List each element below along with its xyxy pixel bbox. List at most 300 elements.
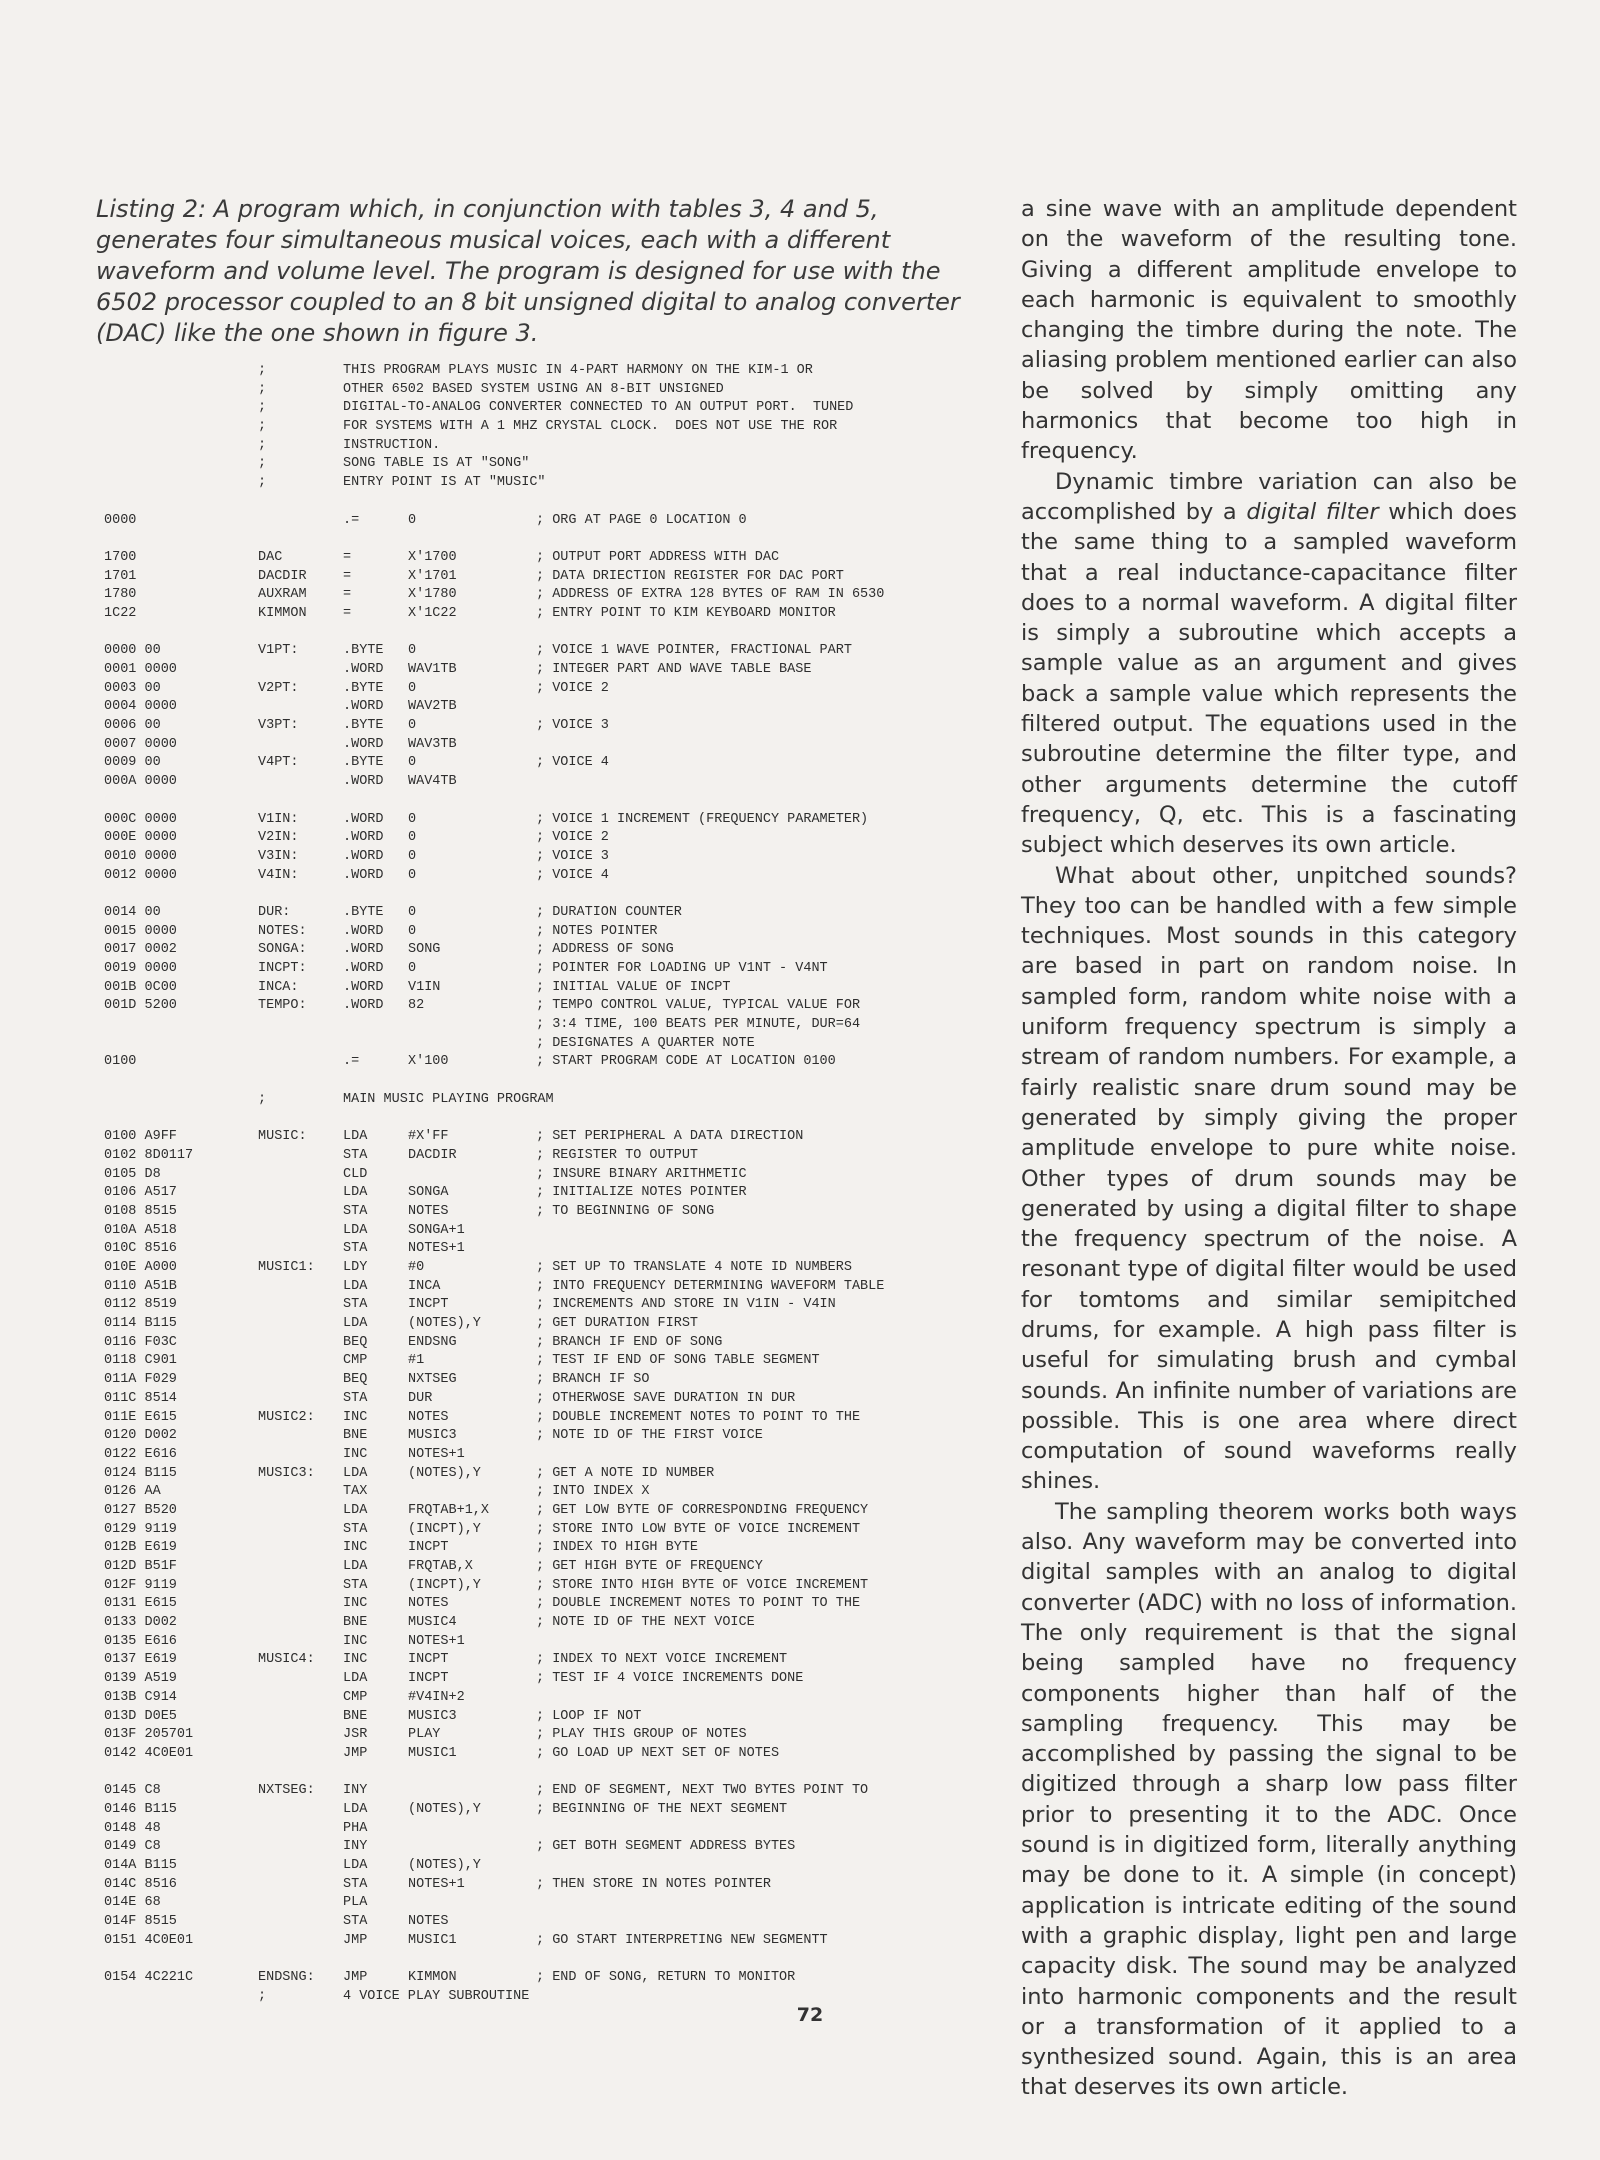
listing-address: 0004 0000	[104, 699, 177, 715]
listing-address: 0106 A517	[104, 1185, 177, 1201]
listing-comment: ; VOICE 2	[536, 680, 609, 696]
listing-operand: INCPT	[408, 1540, 449, 1556]
listing-opcode: INC	[343, 1596, 368, 1612]
listing-line	[104, 1801, 964, 1820]
listing-line	[104, 1502, 964, 1521]
listing-address: 0100 A9FF	[104, 1129, 177, 1145]
listing-label	[258, 1053, 343, 1072]
listing-operand: MUSIC3	[408, 1428, 457, 1444]
listing-line	[104, 941, 964, 960]
listing-label: ;	[258, 1091, 267, 1107]
listing-operand	[408, 1838, 536, 1857]
listing-label: ;	[258, 437, 267, 453]
listing-address: 0145 C8	[104, 1783, 161, 1799]
listing-comment	[536, 773, 961, 792]
listing-address	[104, 1016, 258, 1035]
listing-operand	[408, 1035, 536, 1054]
listing-comment: ; VOICE 3	[536, 718, 609, 734]
listing-address: 000A 0000	[104, 774, 177, 790]
digital-filter-term: digital filter	[1246, 498, 1379, 525]
listing-operand: X'1C22	[408, 605, 457, 621]
listing-opcode: OTHER 6502 BASED SYSTEM USING AN 8-BIT UNSIGNED	[343, 381, 724, 397]
listing-operand: 0	[408, 755, 417, 771]
listing-operand: 0	[408, 680, 417, 696]
listing-comment: ; ORG AT PAGE 0 LOCATION 0	[536, 512, 747, 528]
listing-address: 000E 0000	[104, 830, 177, 846]
listing-opcode: INC	[343, 1540, 368, 1556]
listing-opcode: .WORD	[343, 942, 384, 958]
listing-address: 0006 00	[104, 718, 161, 734]
listing-label	[258, 1801, 343, 1820]
listing-comment: ; TEST IF 4 VOICE INCREMENTS DONE	[536, 1671, 804, 1687]
listing-opcode	[343, 1035, 408, 1054]
listing-line	[104, 642, 964, 661]
listing-opcode: INC	[343, 1446, 368, 1462]
listing-comment: ; DOUBLE INCREMENT NOTES TO POINT TO THE	[536, 1596, 861, 1612]
listing-comment: ; NOTES POINTER	[536, 923, 658, 939]
listing-comment	[536, 1689, 961, 1708]
listing-operand: 0	[408, 830, 417, 846]
listing-address: 001B 0C00	[104, 979, 177, 995]
listing-address: 000C 0000	[104, 811, 177, 827]
listing-label	[258, 1483, 343, 1502]
listing-operand: WAV3TB	[408, 736, 457, 752]
listing-comment: ; 3:4 TIME, 100 BEATS PER MINUTE, DUR=64	[536, 1017, 861, 1033]
listing-comment: ; NOTE ID OF THE NEXT VOICE	[536, 1615, 755, 1631]
listing-address: 0116 F03C	[104, 1334, 177, 1350]
listing-label: V1PT:	[258, 643, 299, 659]
listing-address	[104, 381, 258, 400]
listing-operand: DUR	[408, 1390, 433, 1406]
listing-label	[258, 1035, 343, 1054]
listing-opcode: LDA	[343, 1801, 368, 1817]
listing-address: 014F 8515	[104, 1914, 177, 1930]
listing-opcode: INC	[343, 1652, 368, 1668]
listing-caption: Listing 2: A program which, in conjunction with tables 3, 4 and 5, generates four simultaneous musical voices, each with a different waveform and volume level. The program is designed for use with the 6502 processor coupled to an 8 bit unsigned digital to analog converter (DAC) like the one shown in figure 3.	[96, 195, 960, 347]
listing-line	[104, 867, 964, 886]
listing-address: 010C 8516	[104, 1241, 177, 1257]
listing-line	[104, 1782, 964, 1801]
listing-label	[258, 1521, 343, 1540]
listing-opcode: INY	[343, 1839, 368, 1855]
listing-comment: ; VOICE 4	[536, 755, 609, 771]
listing-label	[258, 1390, 343, 1409]
listing-address: 010E A000	[104, 1260, 177, 1275]
listing-label	[258, 1745, 343, 1764]
listing-address: 0110 A51B	[104, 1278, 177, 1294]
listing-label: MUSIC4:	[258, 1652, 315, 1668]
listing-line	[104, 979, 964, 998]
listing-comment	[536, 1857, 961, 1876]
listing-operand	[408, 1894, 536, 1913]
listing-operand: X'1700	[408, 549, 457, 565]
listing-label: V3IN:	[258, 848, 299, 864]
listing-opcode: =	[343, 549, 352, 565]
listing-address	[104, 437, 258, 456]
listing-opcode: STA	[343, 1577, 368, 1593]
page-number: 72	[796, 2004, 824, 2026]
listing-opcode: =	[343, 587, 352, 603]
listing-label	[258, 1558, 343, 1577]
listing-operand: X'1701	[408, 568, 457, 584]
listing-operand	[408, 418, 536, 437]
listing-line	[104, 904, 964, 923]
listing-opcode: .WORD	[343, 811, 384, 827]
listing-line	[104, 568, 964, 587]
listing-operand	[408, 1016, 536, 1035]
listing-opcode: .WORD	[343, 830, 384, 846]
listing-label	[258, 1371, 343, 1390]
listing-label: ;	[258, 381, 267, 397]
listing-address	[104, 362, 258, 381]
listing-line	[104, 1016, 964, 1035]
listing-comment: ; INTO FREQUENCY DETERMINING WAVEFORM TABLE	[536, 1278, 885, 1294]
listing-label	[258, 1932, 343, 1951]
listing-line	[104, 381, 964, 400]
listing-operand: WAV4TB	[408, 774, 457, 790]
listing-address: 0124 B115	[104, 1465, 177, 1481]
listing-address: 0137 E619	[104, 1652, 177, 1668]
listing-opcode: .WORD	[343, 979, 384, 995]
listing-line	[104, 1483, 964, 1502]
listing-opcode: TAX	[343, 1484, 368, 1500]
listing-address: 0148 48	[104, 1820, 161, 1836]
article-text-column	[1021, 194, 1517, 2103]
listing-operand: 82	[408, 998, 425, 1014]
listing-label: ;	[258, 1988, 267, 2004]
listing-opcode: .WORD	[343, 736, 384, 752]
listing-operand: FRQTAB+1,X	[408, 1502, 490, 1518]
listing-line	[104, 997, 964, 1016]
listing-operand	[408, 1782, 536, 1801]
listing-opcode: MAIN MUSIC PLAYING PROGRAM	[343, 1091, 554, 1107]
listing-comment	[536, 1633, 961, 1652]
listing-label: ;	[258, 419, 267, 435]
listing-label: DUR:	[258, 904, 291, 920]
listing-comment: ; TO BEGINNING OF SONG	[536, 1203, 715, 1219]
listing-opcode: STA	[343, 1241, 368, 1257]
listing-line	[104, 1894, 964, 1913]
listing-line	[104, 1577, 964, 1596]
listing-operand: NOTES+1	[408, 1876, 465, 1892]
listing-label	[258, 1670, 343, 1689]
listing-operand: DACDIR	[408, 1147, 457, 1163]
listing-line	[104, 418, 964, 437]
listing-opcode: .WORD	[343, 998, 384, 1014]
listing-label: MUSIC:	[258, 1129, 307, 1145]
listing-comment	[536, 1913, 961, 1932]
listing-opcode: .WORD	[343, 774, 384, 790]
listing-label: DACDIR	[258, 568, 307, 584]
listing-label	[258, 1633, 343, 1652]
listing-address: 0000 00	[104, 643, 161, 659]
listing-comment: ; THEN STORE IN NOTES POINTER	[536, 1876, 771, 1892]
listing-opcode: STA	[343, 1147, 368, 1163]
listing-address: 012F 9119	[104, 1577, 177, 1593]
listing-comment: ; VOICE 4	[536, 867, 609, 883]
listing-operand: #0	[408, 1260, 425, 1275]
listing-address: 011C 8514	[104, 1390, 177, 1406]
listing-label	[258, 1876, 343, 1895]
listing-opcode: .WORD	[343, 662, 384, 677]
listing-operand: 0	[408, 718, 417, 734]
listing-address: 0014 00	[104, 904, 161, 920]
listing-opcode	[343, 1016, 408, 1035]
listing-operand: NOTES	[408, 1409, 449, 1425]
listing-address: 012D B51F	[104, 1559, 177, 1574]
listing-opcode: .WORD	[343, 867, 384, 883]
listing-comment: ; START PROGRAM CODE AT LOCATION 0100	[536, 1054, 836, 1070]
listing-label: INCA:	[258, 979, 299, 995]
listing-label	[258, 1838, 343, 1857]
listing-label: SONGA:	[258, 942, 307, 958]
listing-address: 0114 B115	[104, 1316, 177, 1332]
listing-line	[104, 698, 964, 717]
listing-address: 0127 B520	[104, 1502, 177, 1518]
listing-address: 1C22	[104, 605, 137, 621]
listing-label: V2IN:	[258, 830, 299, 846]
listing-operand: NOTES+1	[408, 1241, 465, 1257]
listing-address: 1700	[104, 549, 137, 565]
listing-label	[258, 1203, 343, 1222]
listing-line	[104, 773, 964, 792]
listing-line	[104, 1259, 964, 1278]
listing-line	[104, 1708, 964, 1727]
listing-address: 0131 E615	[104, 1596, 177, 1612]
listing-opcode: SONG TABLE IS AT "SONG"	[343, 456, 530, 472]
listing-label	[258, 1539, 343, 1558]
listing-opcode: STA	[343, 1521, 368, 1537]
listing-operand: FRQTAB,X	[408, 1559, 473, 1574]
listing-comment: ; VOICE 1 INCREMENT (FREQUENCY PARAMETER)	[536, 811, 869, 827]
listing-operand: PLAY	[408, 1727, 441, 1743]
listing-address: 0017 0002	[104, 942, 177, 958]
listing-line	[104, 1147, 964, 1166]
listing-address: 0149 C8	[104, 1839, 161, 1855]
listing-operand: (NOTES),Y	[408, 1465, 481, 1481]
listing-opcode: STA	[343, 1297, 368, 1313]
listing-line	[104, 1334, 964, 1353]
listing-line	[104, 1465, 964, 1484]
listing-address: 0154 4C221C	[104, 1970, 194, 1986]
paragraph-4: The sampling theorem works both ways also. Any waveform may be converted into digital samples with an analog to digital converter (ADC) with no loss of information. The only requirement is that the signal being sampled have no frequency components higher than half of the sampling frequency. This may be accomplished by passing the signal to be digitized through a sharp low pass filter prior to presenting it to the ADC. Once sound is in digitized form, literally anything may be done to it. A simple (in concept) application is intricate editing of the sound with a graphic display, light pen and large capacity disk. The sound may be analyzed into harmonic components and the result or a transformation of it applied to a synthesized sound. Again, this is an area that deserves its own article.	[1021, 1498, 1517, 2101]
listing-comment: ; OUTPUT PORT ADDRESS WITH DAC	[536, 549, 780, 565]
listing-address: 0102 8D0117	[104, 1147, 194, 1163]
listing-address: 0105 D8	[104, 1166, 161, 1182]
listing-comment	[536, 1820, 961, 1839]
listing-label: V3PT:	[258, 718, 299, 734]
listing-address: 013B C914	[104, 1689, 177, 1705]
listing-line	[104, 1969, 964, 1988]
listing-comment: ; DATA DRIECTION REGISTER FOR DAC PORT	[536, 568, 844, 584]
listing-operand: #1	[408, 1353, 425, 1369]
listing-line	[104, 549, 964, 568]
listing-operand: 0	[408, 643, 417, 659]
listing-comment: ; BRANCH IF END OF SONG	[536, 1334, 723, 1350]
listing-line	[104, 1278, 964, 1297]
listing-label	[258, 1726, 343, 1745]
listing-address	[104, 399, 258, 418]
listing-blank-line	[104, 885, 964, 904]
listing-label	[258, 1857, 343, 1876]
listing-line	[104, 1614, 964, 1633]
listing-opcode: BNE	[343, 1615, 368, 1631]
listing-operand	[408, 1820, 536, 1839]
listing-address: 0126 AA	[104, 1484, 161, 1500]
listing-address: 012B E619	[104, 1540, 177, 1556]
listing-label: MUSIC1:	[258, 1260, 315, 1275]
listing-line	[104, 1932, 964, 1951]
listing-address: 0122 E616	[104, 1446, 177, 1462]
listing-opcode: .WORD	[343, 961, 384, 976]
listing-address: 0112 8519	[104, 1297, 177, 1313]
listing-line	[104, 1558, 964, 1577]
listing-address: 0010 0000	[104, 848, 177, 864]
listing-opcode: LDA	[343, 1222, 368, 1238]
listing-opcode: .WORD	[343, 923, 384, 939]
listing-address: 0000	[104, 512, 137, 528]
listing-comment: ; ADDRESS OF EXTRA 128 BYTES OF RAM IN 6530	[536, 587, 885, 603]
listing-comment: ; DOUBLE INCREMENT NOTES TO POINT TO THE	[536, 1409, 861, 1425]
listing-comment: ; STORE INTO HIGH BYTE OF VOICE INCREMENT	[536, 1577, 869, 1593]
listing-line	[104, 1053, 964, 1072]
listing-line	[104, 829, 964, 848]
listing-line	[104, 1035, 964, 1054]
listing-comment: ; TEMPO CONTROL VALUE, TYPICAL VALUE FOR	[536, 998, 861, 1014]
listing-operand: WAV2TB	[408, 699, 457, 715]
listing-comment: ; DESIGNATES A QUARTER NOTE	[536, 1035, 755, 1051]
listing-opcode: STA	[343, 1390, 368, 1406]
listing-label: MUSIC2:	[258, 1409, 315, 1425]
listing-opcode: LDA	[343, 1465, 368, 1481]
listing-address: 0100	[104, 1054, 137, 1070]
listing-label	[258, 1820, 343, 1839]
listing-operand: MUSIC1	[408, 1932, 457, 1948]
listing-operand	[408, 381, 536, 400]
listing-opcode: .BYTE	[343, 755, 384, 771]
listing-line	[104, 1240, 964, 1259]
listing-operand: KIMMON	[408, 1970, 457, 1986]
listing-address	[104, 1035, 258, 1054]
listing-label	[258, 1595, 343, 1614]
listing-operand: WAV1TB	[408, 662, 457, 677]
listing-opcode: STA	[343, 1203, 368, 1219]
listing-label: V4PT:	[258, 755, 299, 771]
listing-line	[104, 1296, 964, 1315]
listing-address	[104, 474, 258, 493]
listing-address: 0003 00	[104, 680, 161, 696]
listing-comment: ; GO START INTERPRETING NEW SEGMENTT	[536, 1932, 828, 1948]
listing-address: 014A B115	[104, 1858, 177, 1873]
listing-opcode: CMP	[343, 1353, 368, 1369]
listing-opcode: LDA	[343, 1671, 368, 1687]
listing-comment: ; SET PERIPHERAL A DATA DIRECTION	[536, 1129, 804, 1145]
paragraph-1: a sine wave with an amplitude dependent on the waveform of the resulting tone. Giving a different amplitude envelope to each harmonic is equivalent to smoothly changing the timbre during the note. The aliasing problem mentioned earlier can also be solved by simply omitting any harmonics that become too high in frequency.	[1021, 196, 1517, 465]
listing-operand: V1IN	[408, 979, 441, 995]
listing-line	[104, 399, 964, 418]
listing-comment: ; GET HIGH BYTE OF FREQUENCY	[536, 1559, 763, 1574]
listing-opcode: .WORD	[343, 699, 384, 715]
listing-opcode: THIS PROGRAM PLAYS MUSIC IN 4-PART HARMONY ON THE KIM-1 OR	[343, 363, 813, 378]
listing-line	[104, 1315, 964, 1334]
listing-address: 013F 205701	[104, 1727, 194, 1743]
listing-operand: (INCPT),Y	[408, 1577, 481, 1593]
listing-opcode: =	[343, 605, 352, 621]
listing-opcode: LDA	[343, 1858, 368, 1873]
listing-line	[104, 437, 964, 456]
listing-blank-line	[104, 624, 964, 643]
listing-label	[258, 1296, 343, 1315]
listing-comment	[536, 736, 961, 755]
listing-label	[258, 512, 343, 531]
listing-opcode: .WORD	[343, 848, 384, 864]
listing-operand: SONGA	[408, 1185, 449, 1201]
listing-line	[104, 1166, 964, 1185]
listing-comment: ; GET LOW BYTE OF CORRESPONDING FREQUENCY	[536, 1502, 869, 1518]
listing-label	[258, 1614, 343, 1633]
listing-opcode: INSTRUCTION.	[343, 437, 441, 453]
listing-label	[258, 661, 343, 680]
listing-address: 011E E615	[104, 1409, 177, 1425]
listing-line	[104, 512, 964, 531]
listing-operand: NOTES+1	[408, 1446, 465, 1462]
listing-operand: 0	[408, 512, 417, 528]
listing-line	[104, 1521, 964, 1540]
listing-opcode: .=	[343, 1054, 360, 1070]
listing-comment: ; STORE INTO LOW BYTE OF VOICE INCREMENT	[536, 1521, 861, 1537]
listing-label: V2PT:	[258, 680, 299, 696]
listing-comment: ; TEST IF END OF SONG TABLE SEGMENT	[536, 1353, 820, 1369]
listing-line	[104, 1651, 964, 1670]
listing-comment: ; ENTRY POINT TO KIM KEYBOARD MONITOR	[536, 605, 836, 621]
listing-comment	[536, 1446, 961, 1465]
listing-comment: ; GET BOTH SEGMENT ADDRESS BYTES	[536, 1839, 796, 1855]
listing-comment	[536, 455, 961, 474]
listing-comment: ; END OF SEGMENT, NEXT TWO BYTES POINT TO	[536, 1783, 869, 1799]
listing-operand: NXTSEG	[408, 1372, 457, 1388]
listing-comment	[536, 1222, 961, 1241]
listing-label	[258, 736, 343, 755]
listing-operand: NOTES	[408, 1203, 449, 1219]
listing-operand: MUSIC1	[408, 1745, 457, 1761]
listing-label	[258, 1577, 343, 1596]
listing-label: TEMPO:	[258, 998, 307, 1014]
listing-line	[104, 362, 964, 381]
listing-comment: ; BEGINNING OF THE NEXT SEGMENT	[536, 1801, 788, 1817]
listing-opcode: PHA	[343, 1820, 368, 1836]
listing-line	[104, 1595, 964, 1614]
listing-opcode: STA	[343, 1876, 368, 1892]
listing-comment	[536, 418, 961, 437]
listing-blank-line	[104, 493, 964, 512]
listing-address	[104, 1091, 258, 1110]
listing-line	[104, 1409, 964, 1428]
listing-operand	[408, 474, 536, 493]
listing-label	[258, 1708, 343, 1727]
listing-comment: ; INITIAL VALUE OF INCPT	[536, 979, 731, 995]
listing-opcode: JMP	[343, 1970, 368, 1986]
listing-label: ENDSNG:	[258, 1970, 315, 1986]
listing-address: 0012 0000	[104, 867, 177, 883]
listing-line	[104, 586, 964, 605]
listing-opcode: BNE	[343, 1428, 368, 1444]
listing-comment: ; GO LOAD UP NEXT SET OF NOTES	[536, 1745, 780, 1761]
listing-comment: ; END OF SONG, RETURN TO MONITOR	[536, 1970, 796, 1986]
listing-operand: X'1780	[408, 587, 457, 603]
listing-comment: ; BRANCH IF SO	[536, 1372, 650, 1388]
listing-line	[104, 1352, 964, 1371]
listing-opcode: BNE	[343, 1708, 368, 1724]
